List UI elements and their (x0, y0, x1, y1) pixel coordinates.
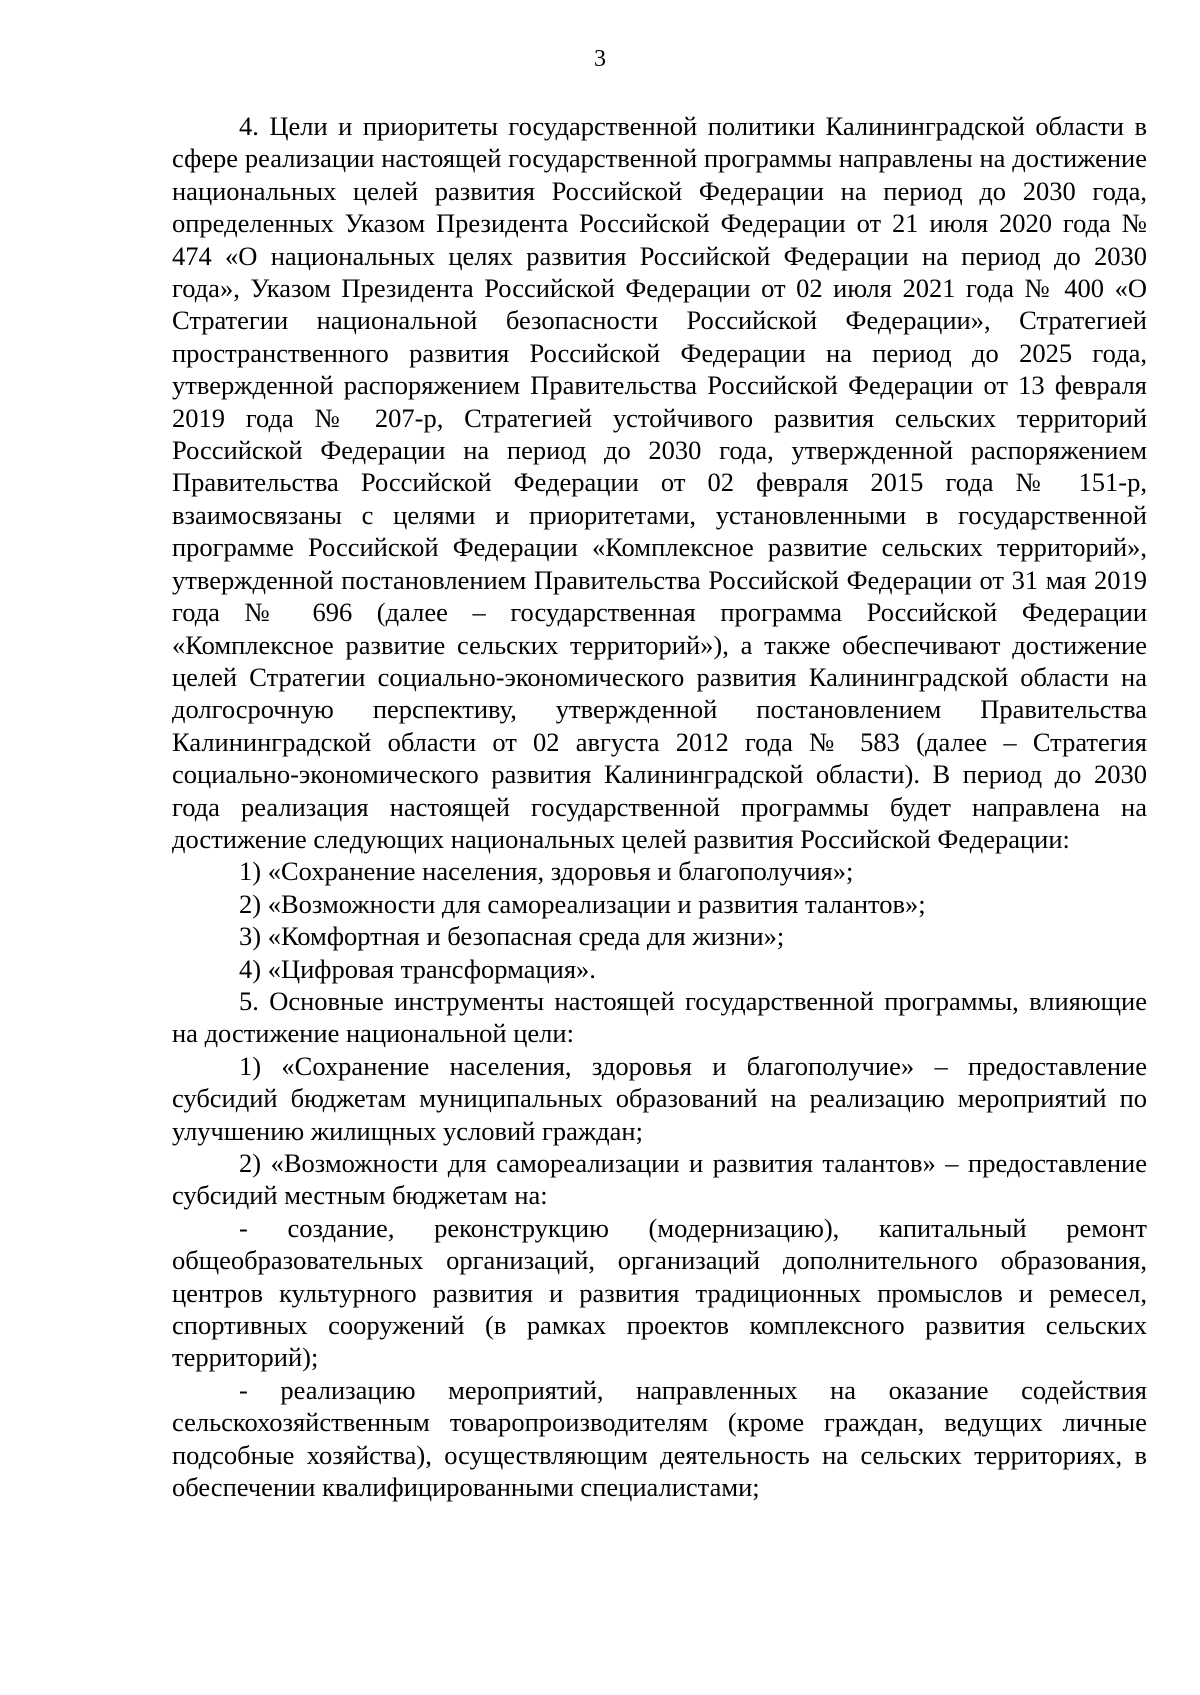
instrument-1: 1) «Сохранение населения, здоровья и благополучие» – предоставление субсидий бюджетам муниципальных образований на реализацию мероприятий по улучшению жилищных условий граждан; (172, 1050, 1147, 1146)
goal-item-2: 2) «Возможности для самореализации и развития талантов»; (239, 888, 926, 919)
goal-item-1: 1) «Сохранение населения, здоровья и благополучия»; (239, 856, 854, 887)
page-number: 3 (594, 46, 606, 72)
document-body (172, 110, 1147, 1503)
paragraph-4: 4. Цели и приоритеты государственной политики Калининградской области в сфере реализации настоящей государственной программы направлены на достижение национальных целей развития Российской Федерации на период до 2030 года, определенных Указом Президента Российской Федерации от 21 июля 2020 года № 474 «О национальных целях развития Российской Федерации на период до 2030 года», Указом Президента Российской Федерации от 02 июля 2021 года № 400 «О Стратегии национальной безопасности Российской Федерации», Стратегией пространственного развития Российской Федерации на период до 2025 года, утвержденной распоряжением Правительства Российской Федерации от 13 февраля 2019 года № 207-р, Стратегией устойчивого развития сельских территорий Российской Федерации на период до 2030 года, утвержденной распоряжением Правительства Российской Федерации от 02 февраля 2015 года № 151-р, взаимосвязаны с целями и приоритетами, установленными в государственной программе Российской Федерации «Комплексное развитие сельских территорий», утвержденной постановлением Правительства Российской Федерации от 31 мая 2019 года № 696 (далее – государственная программа Российской Федерации «Комплексное развитие сельских территорий»), а также обеспечивают достижение целей Стратегии социально-экономического развития Калининградской области на долгосрочную перспективу, утвержденной постановлением Правительства Калининградской области от 02 августа 2012 года № 583 (далее – Стратегия социально-экономического развития Калининградской области). В период до 2030 года реализация настоящей государственной программы будет направлена на достижение следующих национальных целей развития Российской Федерации: (172, 111, 1147, 854)
goal-item-3: 3) «Комфортная и безопасная среда для жизни»; (239, 921, 785, 952)
goal-item-4: 4) «Цифровая трансформация». (239, 953, 596, 984)
instrument-2: 2) «Возможности для самореализации и развития талантов» – предоставление субсидий местным бюджетам на: (172, 1148, 1147, 1211)
instrument-2-bullet-1: - создание, реконструкцию (модернизацию), капитальный ремонт общеобразовательных организаций, организаций дополнительного образования, центров культурного развития и развития традиционных промыслов и ремесел, спортивных сооружений (в рамках проектов комплексного развития сельских территорий); (172, 1212, 1147, 1373)
paragraph-5: 5. Основные инструменты настоящей государственной программы, влияющие на достижение национальной цели: (172, 985, 1147, 1049)
instrument-2-bullet-2: - реализацию мероприятий, направленных на оказание содействия сельскохозяйственным товаропроизводителям (кроме граждан, ведущих личные подсобные хозяйства), осуществляющим деятельность на сельских территориях, в обеспечении квалифицированными специалистами; (172, 1374, 1147, 1503)
